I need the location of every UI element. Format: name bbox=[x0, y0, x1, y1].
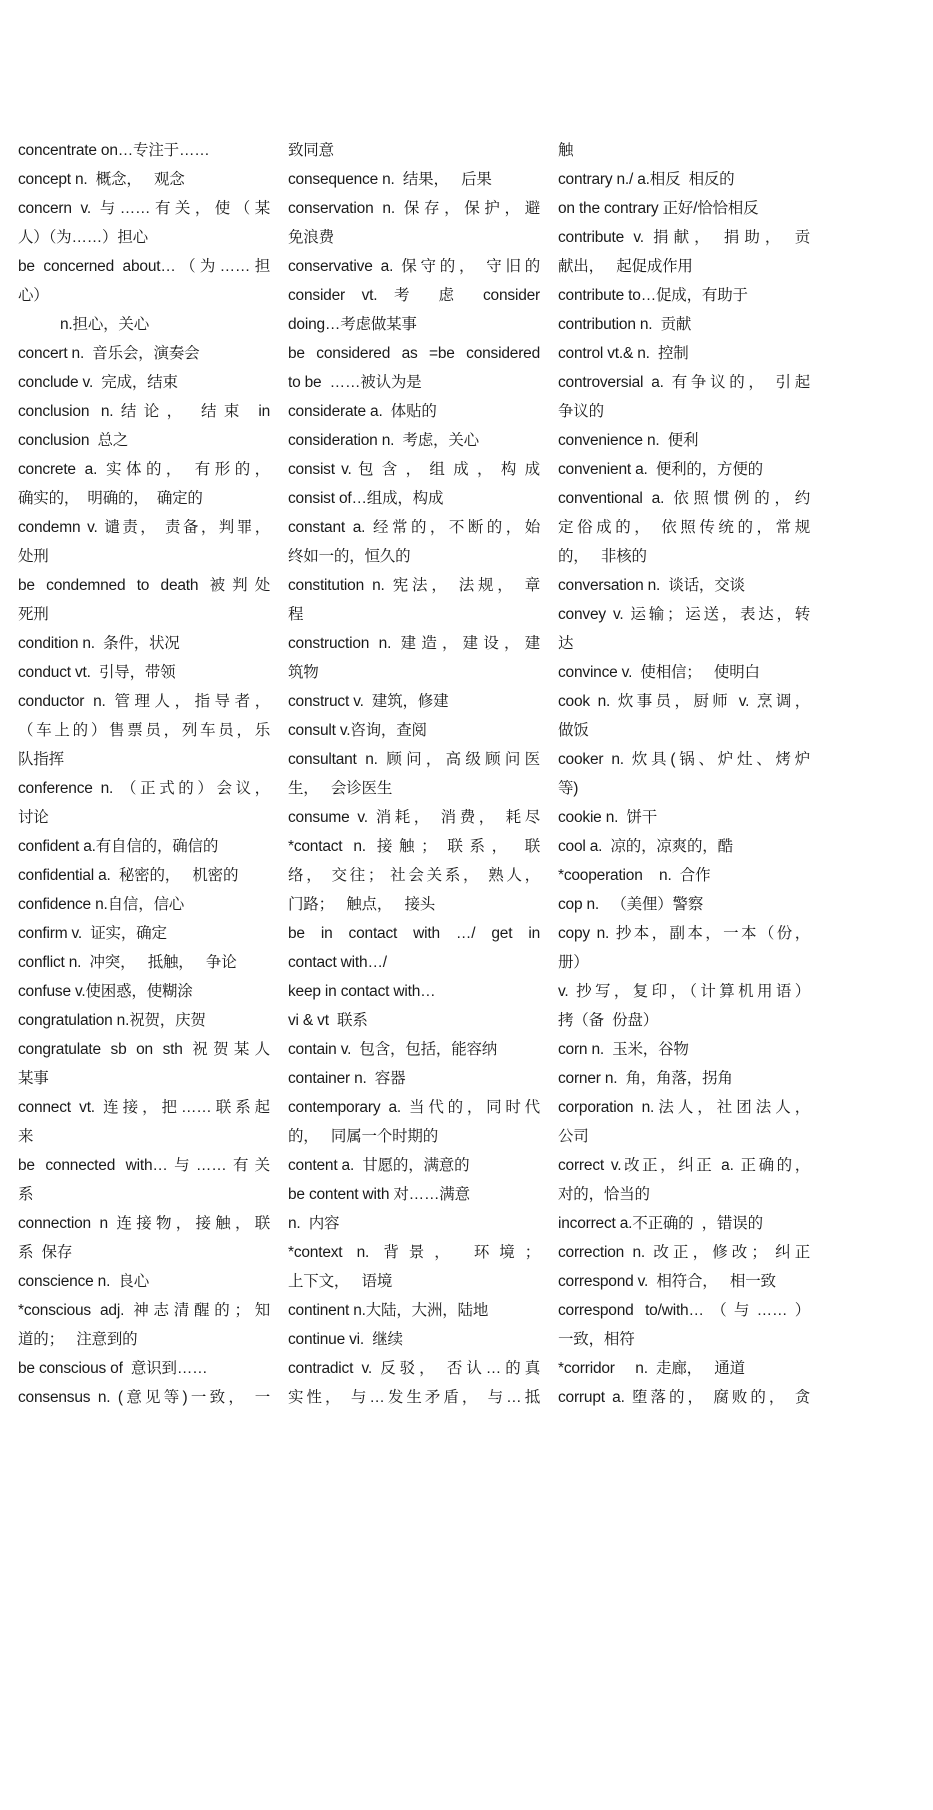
column-1 bbox=[18, 136, 270, 1412]
vocab-line: cookie n. 饼干 bbox=[558, 809, 658, 826]
vocab-line: on the contrary 正好/恰恰相反 bbox=[558, 200, 759, 217]
vocab-line: control vt.& n. 控制 bbox=[558, 345, 689, 362]
vocab-line: *corridor n. 走廊， 通道 bbox=[558, 1360, 745, 1377]
vocab-line: confidence n.自信，信心 bbox=[18, 896, 185, 913]
vocab-line: convince v. 使相信； 使明白 bbox=[558, 664, 760, 681]
vocab-line: 对的，恰当的 bbox=[558, 1186, 650, 1203]
vocab-line: conclusion n.结论， 结束 in bbox=[18, 403, 270, 420]
vocab-line: contrary n./ a.相反 相反的 bbox=[558, 171, 735, 188]
vocab-line: contain v. 包含，包括，能容纳 bbox=[288, 1041, 498, 1058]
vocab-line: cooker n. 炊具(锅、炉灶、烤炉 bbox=[558, 751, 810, 768]
vocab-line: conference n. （正式的）会议， bbox=[18, 780, 270, 797]
vocab-line: contact with…/ bbox=[288, 954, 387, 971]
vocab-line: 人）（为……）担心 bbox=[18, 229, 148, 246]
vocab-line: corporation n.法人，社团法人， bbox=[558, 1099, 810, 1116]
vocab-line: 实性， 与…发生矛盾， 与…抵 bbox=[288, 1389, 540, 1406]
vocab-line: to be ……被认为是 bbox=[288, 374, 422, 391]
vocab-line: contribute to…促成，有助于 bbox=[558, 287, 748, 304]
vocab-line: correction n. 改正，修改； 纠正 bbox=[558, 1244, 810, 1261]
vocab-line: confidential a. 秘密的， 机密的 bbox=[18, 867, 239, 884]
vocab-line: content a. 甘愿的，满意的 bbox=[288, 1157, 470, 1174]
vocab-line: consult v.咨询，查阅 bbox=[288, 722, 427, 739]
vocab-line: convenience n. 便利 bbox=[558, 432, 699, 449]
vocab-line: 生， 会诊医生 bbox=[288, 780, 393, 797]
vocab-line: confident a.有自信的，确信的 bbox=[18, 838, 219, 855]
vocab-line: 的， 非核的 bbox=[558, 548, 647, 565]
vocab-line: corn n. 玉米，谷物 bbox=[558, 1041, 689, 1058]
vocab-line: be in contact with …/ get in bbox=[288, 925, 540, 942]
vocab-line: v. 抄写，复印，（计算机用语） bbox=[558, 983, 810, 1000]
vocab-line: 册） bbox=[558, 954, 589, 971]
vocab-line: 等) bbox=[558, 780, 579, 797]
vocab-line: be condemned to death 被判处 bbox=[18, 577, 270, 594]
vocab-line: 筑物 bbox=[288, 664, 319, 681]
column-2 bbox=[288, 136, 540, 1412]
vocab-line: construct v. 建筑，修建 bbox=[288, 693, 449, 710]
vocab-line: concept n. 概念， 观念 bbox=[18, 171, 185, 188]
vocab-line: conduct vt. 引导，带领 bbox=[18, 664, 176, 681]
vocab-line: 上下文， 语境 bbox=[288, 1273, 393, 1290]
vocab-line: continent n.大陆，大洲，陆地 bbox=[288, 1302, 489, 1319]
vocab-line: cool a. 凉的，凉爽的，酷 bbox=[558, 838, 733, 855]
vocab-line: correct v.改正，纠正 a. 正确的， bbox=[558, 1157, 810, 1174]
vocab-line: vi & vt 联系 bbox=[288, 1012, 368, 1029]
vocab-line: 免浪费 bbox=[288, 229, 334, 246]
vocab-line: consist v. 包 含 ， 组 成 ， 构 成 bbox=[288, 461, 540, 478]
vocab-line: consequence n. 结果， 后果 bbox=[288, 171, 492, 188]
vocab-line: convenient a. 便利的，方便的 bbox=[558, 461, 763, 478]
vocab-line: conversation n. 谈话，交谈 bbox=[558, 577, 745, 594]
column-3 bbox=[558, 136, 810, 1412]
vocab-line: consist of…组成，构成 bbox=[288, 490, 444, 507]
vocab-line: 系 bbox=[18, 1186, 34, 1203]
vocab-line: 程 bbox=[288, 606, 304, 623]
vocab-line: be concerned about…（为……担 bbox=[18, 258, 270, 275]
vocab-line: 络， 交往； 社会关系， 熟人， bbox=[288, 867, 540, 884]
vocab-line: considerate a. 体贴的 bbox=[288, 403, 437, 420]
vocab-line: 献出， 起促成作用 bbox=[558, 258, 693, 275]
vocab-line: 的， 同属一个时期的 bbox=[288, 1128, 439, 1145]
vocab-line: 一致，相符 bbox=[558, 1331, 635, 1348]
vocab-line: contribution n. 贡献 bbox=[558, 316, 692, 333]
vocab-line: 来 bbox=[18, 1128, 34, 1145]
vocab-line: consume v. 消耗， 消费， 耗尽 bbox=[288, 809, 540, 826]
vocab-line: incorrect a.不正确的 ，错误的 bbox=[558, 1215, 763, 1232]
vocab-line: contribute v. 捐献， 捐助， 贡 bbox=[558, 229, 810, 246]
vocab-line: 触 bbox=[558, 142, 574, 159]
vocab-line: n. 内容 bbox=[288, 1215, 340, 1232]
vocab-line: be conscious of 意识到…… bbox=[18, 1360, 208, 1377]
vocab-line: conclusion 总之 bbox=[18, 432, 129, 449]
vocab-line: doing…考虑做某事 bbox=[288, 316, 417, 333]
vocab-line: 拷（备 份盘） bbox=[558, 1012, 659, 1029]
vocab-line: 确实的， 明确的， 确定的 bbox=[18, 490, 203, 507]
vocab-line: 讨论 bbox=[18, 809, 49, 826]
vocab-line: 公司 bbox=[558, 1128, 589, 1145]
vocab-line: controversial a. 有争议的， 引起 bbox=[558, 374, 810, 391]
vocab-line: contemporary a. 当代的，同时代 bbox=[288, 1099, 540, 1116]
vocab-line: conscience n. 良心 bbox=[18, 1273, 149, 1290]
vocab-line: construction n. 建造，建设，建 bbox=[288, 635, 540, 652]
vocab-line: corrupt a. 堕落的， 腐败的， 贪 bbox=[558, 1389, 810, 1406]
vocab-line: （车上的）售票员，列车员，乐 bbox=[18, 722, 270, 739]
vocab-line: continue vi. 继续 bbox=[288, 1331, 403, 1348]
vocab-line: be considered as =be considered bbox=[288, 345, 540, 362]
vocab-line: 争议的 bbox=[558, 403, 604, 420]
vocab-line: 致同意 bbox=[288, 142, 334, 159]
vocab-line: conductor n. 管理人，指导者， bbox=[18, 693, 270, 710]
vocab-line: condemn v. 谴责， 责备，判罪， bbox=[18, 519, 270, 536]
vocab-line: *cooperation n. 合作 bbox=[558, 867, 711, 884]
vocab-line: 终如一的，恒久的 bbox=[288, 548, 411, 565]
vocab-line: consensus n. (意见等)一致， 一 bbox=[18, 1389, 270, 1406]
vocab-line: conflict n. 冲突， 抵触， 争论 bbox=[18, 954, 237, 971]
vocab-line: concentrate on…专注于…… bbox=[18, 142, 210, 159]
vocab-line: copy n. 抄本，副本，一本（份， bbox=[558, 925, 810, 942]
vocab-line: 队指挥 bbox=[18, 751, 64, 768]
vocab-line: consultant n. 顾问，高级顾问医 bbox=[288, 751, 540, 768]
vocab-line: concrete a. 实体的， 有形的， bbox=[18, 461, 270, 478]
vocab-line: *contact n. 接触； 联系， 联 bbox=[288, 838, 540, 855]
vocab-line: contradict v. 反驳， 否认…的真 bbox=[288, 1360, 540, 1377]
vocab-line: correspond to/with…（与……） bbox=[558, 1302, 810, 1319]
vocab-line: 心） bbox=[18, 287, 49, 304]
vocab-line: be connected with…与……有关 bbox=[18, 1157, 270, 1174]
vocab-line: conservative a. 保守的， 守旧的 bbox=[288, 258, 540, 275]
vocab-line: 某事 bbox=[18, 1070, 49, 1087]
vocab-line: 门路； 触点， 接头 bbox=[288, 896, 436, 913]
vocab-line: 达 bbox=[558, 635, 574, 652]
vocab-line: corner n. 角，角落，拐角 bbox=[558, 1070, 733, 1087]
vocab-line: keep in contact with… bbox=[288, 983, 436, 1000]
vocab-line: 死刑 bbox=[18, 606, 49, 623]
vocab-line: 做饭 bbox=[558, 722, 589, 739]
vocab-line: 道的； 注意到的 bbox=[18, 1331, 138, 1348]
vocab-line: constitution n. 宪法， 法规， 章 bbox=[288, 577, 540, 594]
vocab-line: consider vt. 考 虑 consider bbox=[288, 287, 540, 304]
vocab-line: cop n. （美俚）警察 bbox=[558, 896, 704, 913]
vocab-line: concern v. 与……有关，使（某 bbox=[18, 200, 270, 217]
vocab-line: 处刑 bbox=[18, 548, 49, 565]
vocab-line: connection n 连接物，接触，联 bbox=[18, 1215, 270, 1232]
vocab-line: convey v. 运输；运送，表达，转 bbox=[558, 606, 810, 623]
vocab-line: congratulate sb on sth 祝贺某人 bbox=[18, 1041, 270, 1058]
vocab-line: container n. 容器 bbox=[288, 1070, 406, 1087]
vocab-line: confirm v. 证实，确定 bbox=[18, 925, 167, 942]
vocab-line: conservation n. 保存，保护，避 bbox=[288, 200, 540, 217]
vocab-line: confuse v.使困惑，使糊涂 bbox=[18, 983, 193, 1000]
vocab-line: cook n. 炊事员，厨师 v. 烹调， bbox=[558, 693, 810, 710]
vocab-line: 系 保存 bbox=[18, 1244, 73, 1261]
vocab-line: *context n. 背景， 环境； bbox=[288, 1244, 540, 1261]
vocab-line: connect vt. 连接，把……联系起 bbox=[18, 1099, 270, 1116]
vocab-line: congratulation n.祝贺，庆贺 bbox=[18, 1012, 206, 1029]
vocab-line: constant a. 经常的，不断的，始 bbox=[288, 519, 540, 536]
vocab-line: be content with 对……满意 bbox=[288, 1186, 470, 1203]
vocab-line: 定俗成的， 依照传统的，常规 bbox=[558, 519, 810, 536]
vocab-line: concert n. 音乐会，演奏会 bbox=[18, 345, 200, 362]
vocab-line: correspond v. 相符合， 相一致 bbox=[558, 1273, 776, 1290]
vocab-line: condition n. 条件，状况 bbox=[18, 635, 180, 652]
vocab-line: conclude v. 完成，结束 bbox=[18, 374, 178, 391]
vocab-line: *conscious adj. 神志清醒的；知 bbox=[18, 1302, 270, 1319]
vocab-line: n.担心，关心 bbox=[60, 316, 150, 333]
vocab-line: conventional a. 依照惯例的，约 bbox=[558, 490, 810, 507]
vocab-line: consideration n. 考虑，关心 bbox=[288, 432, 479, 449]
